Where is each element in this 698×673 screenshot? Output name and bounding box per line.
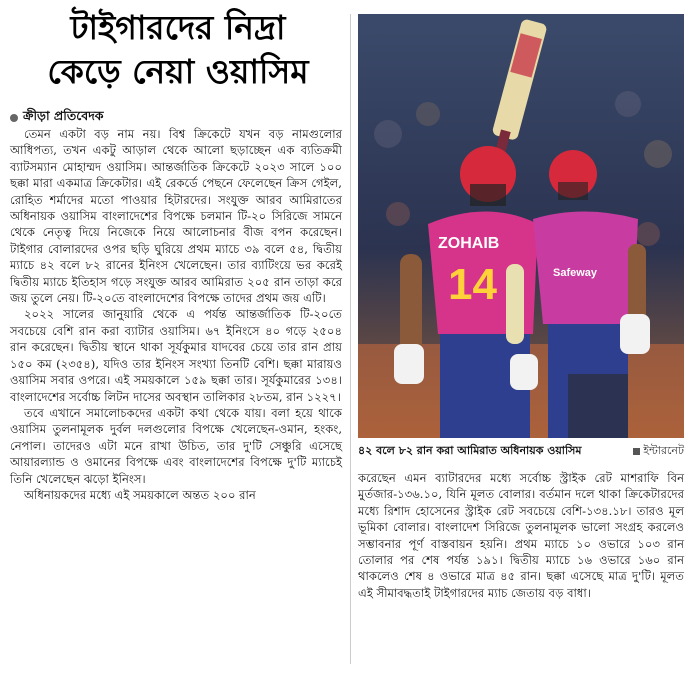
square-bullet-icon xyxy=(633,448,640,455)
column-divider xyxy=(350,14,351,664)
cricket-players-photo xyxy=(358,14,684,438)
article-photo xyxy=(358,14,684,438)
byline-text: ক্রীড়া প্রতিবেদক xyxy=(23,108,104,123)
caption-source-text: ইন্টারনেট xyxy=(643,444,684,457)
caption-source xyxy=(633,444,684,458)
paragraph: করেছেন এমন ব্যাটারদের মধ্যে সর্বোচ্চ স্ট্রাইক রেট মাশরাফি বিন মুর্তজার-১৩৬.১০, যিনি মূলত বোলার। বর্তমান দলে থাকা ক্রিকেটারদের মধ্যে রিশাদ হোসেনের স্ট্রাইক রেট সবচেয়ে বেশি-১৩৪.১৮। তারও মূল ভূমিকা বোলার। বাংলাদেশ সিরিজে তুলনামূলক ভালো সংগ্রহ করলেও সম্ভাবনার পূর্ণ বাস্তবায়ন হয়নি। প্রথম ম্যাচে ১০ ওভারে ১০৩ রান তোলার পর শেষ পর্যন্ত ১৯১। দ্বিতীয় ম্যাচে ১৬ ওভারে ১৬০ রান থাকলেও শেষ ৪ ওভারে মাত্র ৪৫ রান। ছক্কা এসেছে মাত্র দু'টি। মূলত এই সীমাবদ্ধতাই টাইগারদের ম্যাচ জেতায় বড় বাধা। xyxy=(358,471,684,600)
paragraph: তবে এখানে সমালোচকদের একটা কথা থেকে যায়। বলা হয়ে থাকে ওয়াসিম তুলনামূলক দুর্বল দলগুলোর বিপক্ষে খেলেছেন-ওমান, হংকং, নেপাল। তাদেরও এটা মনে রাখা উচিত, তার দু'টি সেঞ্চুরি এসেছে আয়ারল্যান্ড ও ওমানের বিপক্ষে এবং বাংলাদেশের বিপক্ষে দু'টি ম্যাচেই তিনি খেলেছেন ঝড়ো ইনিংস। xyxy=(10,405,342,486)
bullet-icon xyxy=(10,114,18,122)
jersey-sponsor: Safeway xyxy=(553,267,598,279)
headline-line-1: টাইগারদের নিদ্রা xyxy=(70,8,286,47)
right-column xyxy=(358,470,684,601)
paragraph: অধিনায়কদের মধ্যে এই সময়কালে অন্তত ২০০ রান xyxy=(24,487,256,502)
headline xyxy=(8,6,348,94)
jersey-name: ZOHAIB xyxy=(438,235,500,252)
photo-caption xyxy=(358,444,684,458)
byline xyxy=(10,108,104,128)
paragraph: ২০২২ সালের জানুয়ারি থেকে এ পর্যন্ত আন্তর্জাতিক টি-২০তে সবচেয়ে বেশি রান করা ব্যাটার ওয়াসিম। ৬৭ ইনিংসে ৪০ গড়ে ২৫০৪ রান করেছেন। দ্বিতীয় স্থানে থাকা সূর্যকুমার যাদবের চেয়ে তার রান প্রায় ১৫০ কম (২৩৫৪), যদিও তার ইনিংস সংখ্যা তিনটি বেশি। ছক্কা মারায়ও ওয়াসিম সবার ওপরে। এই সময়কালে ১৫৯ ছক্কা তার। সূর্যকুমারের ১৩৪। বাংলাদেশের সর্বোচ্চ লিটন দাসের অবস্থান তালিকার ২৮তম, রান ১২২৭। xyxy=(10,307,342,404)
paragraph: তেমন একটা বড় নাম নয়। বিশ্ব ক্রিকেটে যখন বড় নামগুলোর আধিপত্য, তখন একটু আড়াল থেকে আলো ছড়াচ্ছেন এক ব্যতিক্রমী ব্যাটসম্যান মোহাম্মদ ওয়াসিম। আন্তর্জাতিক ক্রিকেটে ২০২৩ সালে ১০০ ছক্কা মারা একমাত্র ক্রিকেটার। এই রেকর্ডে পেছনে ফেলেছেন ক্রিস গেইল, রোহিত শর্মাদের মতো পাওয়ার হিটারদের। সংযুক্ত আরব আমিরাতের অধিনায়ক ওয়াসিম বাংলাদেশের বিপক্ষে চলমান টি-২০ সিরিজে সামনে থেকে নেতৃত্ব দিয়ে নিজেকে নিয়ে আলোচনার বীজ বপন করেছেন। টাইগার বোলারদের ওপর ছড়ি ঘুরিয়ে প্রথম ম্যাচে ৩৯ বলে ৫৪, দ্বিতীয় ম্যাচে ৪২ বলে ৮২ রানের ইনিংস খেলেছেন। তার ব্যাটিংয়ে ভর করেই দ্বিতীয় ম্যাচে ইতিহাস গড়ে সংযুক্ত আরব আমিরাত ২০৫ রান তাড়া করে জয় তুলে নেয়। টি-২০তে বাংলাদেশের বিপক্ষে তাদের প্রথম জয় এটি। xyxy=(10,127,342,306)
jersey-number: 14 xyxy=(448,260,497,309)
left-column xyxy=(10,126,342,503)
caption-text: ৪২ বলে ৮২ রান করা আমিরাত অধিনায়ক ওয়াসিম xyxy=(358,444,582,457)
headline-line-2: কেড়ে নেয়া ওয়াসিম xyxy=(47,52,309,91)
